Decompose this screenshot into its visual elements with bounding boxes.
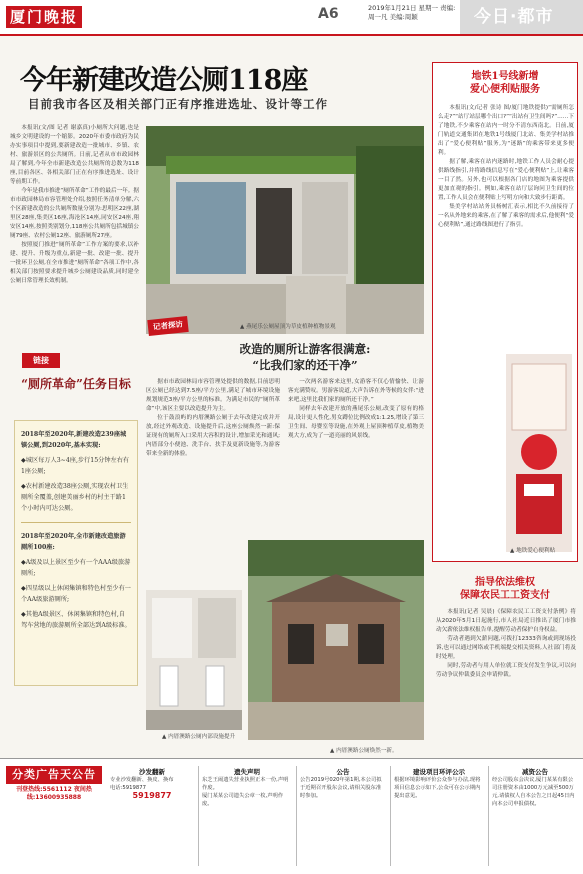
sidebar2-paragraph: 劳动者遇到欠薪问题,可拨打12333咨询或到现场投诉,也可以通过网络或手机端提交相关资料,人社部门将及时处理。: [436, 636, 576, 660]
tip-item: ◆城区每万人3~4座,步行15分钟左右有1座公厕;: [21, 457, 130, 475]
lead-paragraph: 本报讯(文/图 记者 谢嘉真)小厕所大问题,也是城乡文明建设的一个缩影。2020年市委市政府为民办实事项目中提到,要新建改造一批城市、乡镇、农村、旅游景区的公共厕所。日前,记者从市市政园林局了解到,今年全市新建改造公共厕所的总数为118座,目前各区、各相关部门正在有序推进选址、设计等前期工作。: [10, 125, 139, 185]
photo-caption: ▲ 内厝澳路公厕内部设施提升: [162, 734, 236, 740]
sidebar-paragraph: 集美学村站站务员杨树汇表示,相比不久前接待了一名从外地来的乘客,在了解了乘客的需求后,他便利“爱心便利贴”,通过路线图进行了指引。: [438, 204, 574, 228]
ad-title: 建设项目环评公示: [413, 768, 465, 776]
ad-line: 电话:5919877: [110, 785, 146, 791]
newspaper-logo: 厦门晚报: [6, 6, 82, 28]
lead-column: [10, 124, 139, 350]
body-paragraph: 一次两名游客来这里,女游客不仅心情愉快、让游客充满赞叹。男游客说道,大声告诉在外等候的女伴:“进来吧,这里比我们家的厕所还干净。”: [288, 379, 424, 403]
toilet-interior-illustration: [146, 590, 242, 730]
reporter-visit-seal: 记者探访: [147, 316, 188, 336]
toilet-exterior-illustration: [248, 540, 424, 740]
body-paragraph: 同样去年改建开放的燕尾乐公厕,改变了原有的格局,设计更人性化,男女蹲位比例改成1:1.25,增设了第三卫生间、母婴室等设施,在外观上屋顶种植草皮,植物美观大方,成为了一道亮丽的风景线。: [288, 406, 424, 439]
link-label: 链接: [22, 353, 60, 368]
tip-item: 2018年至2020年,全市新建改造旅游厕所100座:: [21, 533, 126, 551]
photo-caption: ▲ 燕尾乐公厕屋顶为草皮植种植物景观: [240, 324, 336, 330]
toilet-building-photo: [146, 126, 424, 334]
sidebar-paragraph: 本报讯(文/记者 张诗 图/厦门地铁提供)“需厕所怎么走?”“站厅站层哪个出口?”“出站有卫生间吗?”……下了地铁,不少乘客在站内一时分不清东西南北。日前,厦门轨道交通集团在地铁1号线厦门北站、集美学村站推出了“爱心便利贴”服务,为“迷路”的乘客带来更多便利。: [438, 105, 574, 156]
tip-item: ◆A级及以上景区至少有一个AAA级旅游厕所;: [21, 559, 131, 577]
tip-box: [14, 420, 138, 686]
subsection-title: 改造的厕所让游客很满意:: [239, 342, 371, 356]
ad-line: 专业沙发翻新、换皮、换布: [110, 777, 174, 783]
sidebar2-body: [436, 608, 576, 744]
ad-title: 减资公告: [522, 768, 548, 776]
ad-divider: [198, 766, 199, 866]
tip-item: 2018年至2020年,新建改造239座城镇公厕,到2020年,基本实现:: [21, 431, 127, 449]
issue-date: 2019年1月21日 星期一 责编:周一凡 美编:周颖: [368, 4, 456, 21]
ad-column: [110, 768, 194, 866]
love-note-photo: [506, 354, 572, 552]
sidebar-title-line: 爱心便利贴服务: [470, 84, 540, 95]
masthead: [0, 0, 583, 34]
ad-title: 公告: [336, 768, 350, 776]
lead-paragraph: 今年是我市推进“厕所革命”工作的最后一年。据市市政园林局市容管理处介绍,按照任务清单分解,六个区新建改造的公共厕所数量分别为:思明区22座,湖里区28座,集美区16座,海沧区14座,同安区24座,翔安区14座,按照类别划分,118座公共厕所包括城镇公厕79座、农村公厕12座、旅游厕所27座。: [10, 188, 139, 239]
page-number: A6: [318, 6, 339, 22]
ad-column: [202, 768, 292, 866]
ad-highlight: 5919877: [132, 791, 172, 800]
sidebar2-title-line: 指导依法维权: [475, 577, 535, 588]
classifieds-header: 分类广告天公告: [6, 766, 102, 784]
tip-item: ◆农村新建改造38座公厕,实现农村卫生厕所全覆盖,创建美丽乡村的村主干路1个小时内可达公厕。: [21, 483, 129, 512]
toilet-building-illustration: [146, 126, 424, 334]
sidebar-paragraph: 据了解,乘客在站内迷路时,地铁工作人员会耐心提供路线指引,并将路线信息写在“爱心便利贴”上,让乘客一目了然。另外,也可以根据各门店的地图为乘客提供更加直观的指引。例如,乘客在站厅层询问卫生间的位置,工作人员会在便利贴上写明方向和大致步行距离。: [438, 159, 574, 201]
photo-caption: ▲ 内厝澳路公厕焕然一新。: [330, 748, 398, 754]
ad-line: 公告2019号020年第1期,本公司拟于近期召开股东会议,请相关股东准时参加。: [300, 777, 382, 799]
subsection-title: “比我们家的还干净”: [252, 358, 358, 372]
ad-title: 遗失声明: [234, 768, 260, 776]
ad-line: 厦门某某公司遗失公章一枚,声明作废。: [202, 793, 284, 807]
ad-divider: [296, 766, 297, 866]
sidebar2-title-line: 保障农民工工资支付: [460, 590, 550, 601]
toilet-exterior-photo: [248, 540, 424, 740]
page-headline: 今年新建改造公厕118座: [20, 65, 308, 96]
ad-title: 沙发翻新: [139, 768, 165, 776]
tip-item: ◆其他A级景区、休闲集镇和特色村,自驾车营地的旅游厕所全部达到A级标准。: [21, 611, 131, 629]
love-note-illustration: [506, 354, 572, 552]
tip-divider: [21, 522, 131, 523]
body-column-2: [288, 378, 424, 538]
body-paragraph: 位于鼓浪屿的内厝澳路公厕于去年改建完成并开放,经过外观改造、设施提升后,这座公厕焕然一新:保证现有的厕所入口采用大容积的设计,增加采光和通风;内厝部分小便池、洗手台、扶手及更新设施等,为游客带来全新的体验。: [146, 415, 280, 457]
ad-line: 经公司股东会决议,厦门某某有限公司注册资本由1000万元减至500万元,请债权人自本公告之日起45日内向本公司申报债权。: [492, 777, 575, 807]
photo-caption: ▲ 地铁爱心便利贴: [510, 548, 556, 554]
ad-divider: [390, 766, 391, 866]
classifieds-phone: 刊登热线:5561112 夜间热线:13600935888: [16, 786, 92, 801]
ad-column: [300, 768, 386, 866]
sidebar2-paragraph: 本报讯(记者 吴晨)《保障农民工工资支付条例》将从2020年5月1日起施行,市人社局近日推出了厦门市推动欠薪依法维权报告单,提醒劳动者保护自身权益。: [436, 609, 576, 633]
tip-item: ◆四星级以上休闲集镇和特色村至少有一个AA级旅游厕所;: [21, 585, 131, 603]
tip-title: “厕所革命”任务目标: [21, 377, 131, 391]
sidebar2-paragraph: 同时,劳动者与用人单位就工资支付发生争议,可以向劳动争议仲裁委员会申请仲裁。: [436, 663, 576, 678]
sidebar-title: [440, 70, 570, 96]
toilet-interior-photo: [146, 590, 242, 730]
ad-column: [394, 768, 484, 866]
body-paragraph: 据市市政园林局市容管理处提供的数据,目前思明区公厕已经达到7.5座/平方公里,满足了城市环境设施规划规范3座/平方公里的标准。为满足市民的“厕所革命”中,该区主要以改造提升为主。: [146, 379, 280, 412]
ad-divider: [488, 766, 489, 866]
sidebar2-title: [440, 576, 570, 602]
ad-line: 东芝王闹遗失营业执照正本一份,声明作废。: [202, 777, 289, 791]
lead-paragraph: 按照厦门推进“厕所革命”工作方案的要求,以补建、提升、升级为重点,新建一批、改建一批、提升一批环卫公厕,在全市推进“厕所革命”各项工作中,各相关部门按照要求提升城乡公厕建设品质,同时建全公厕日常管理长效机制。: [10, 242, 139, 284]
masthead-rule: [0, 34, 583, 36]
sidebar-title-line: 地铁1号线新增: [471, 71, 539, 82]
section-tab: 今日·都市: [460, 0, 583, 34]
ad-column: [492, 768, 578, 866]
page-subhead: 目前我市各区及相关部门正有序推进选址、设计等工作: [28, 97, 328, 111]
ad-line: 根据环境影响评价公众参与办法,现将项目信息公示如下,公众可在公示期内提出意见。: [394, 777, 481, 799]
